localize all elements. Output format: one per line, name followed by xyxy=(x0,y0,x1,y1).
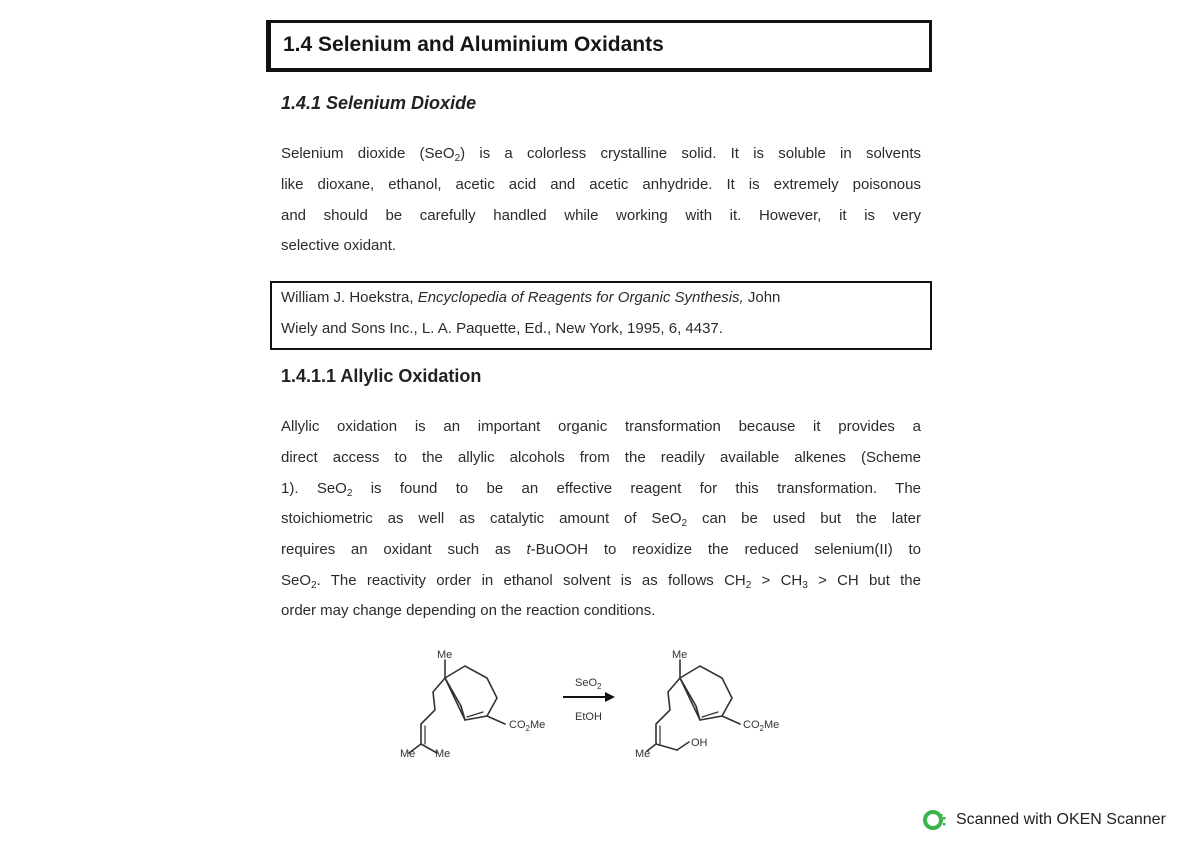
section-title-box xyxy=(266,20,932,72)
reactant-ester: $CO_2Me$ xyxy=(509,719,546,733)
body-line-2: direct access to the allylic alcohols from the readily available alkenes (Scheme xyxy=(281,449,921,466)
product-oh: OH xyxy=(691,737,708,749)
reaction-scheme xyxy=(395,640,815,770)
product-me-top: Me xyxy=(672,649,688,661)
paragraph-line-4: selective oxidant. xyxy=(281,237,397,254)
reference-book-title: Encyclopedia of Reagents for Organic Synthesis, xyxy=(417,289,744,306)
reactant-me-top: Me xyxy=(437,649,453,661)
reference-line-1: William J. Hoekstra, Encyclopedia of Reagents for Organic Synthesis, John xyxy=(281,289,781,306)
reagent-seo2: SeO$_2$ xyxy=(575,677,602,691)
oken-scanner-logo-icon xyxy=(922,808,948,832)
body-line-3: 1). SeO$_2$ is found to be an effective reagent for this transformation. The xyxy=(281,480,922,499)
paragraph-line-1: Selenium dioxide (SeO$_2$) is a colorless crystalline solid. It is soluble in solvents xyxy=(281,145,921,164)
body-line-7: order may change depending on the reaction conditions. xyxy=(281,602,656,619)
reagent-solvent: EtOH xyxy=(575,711,602,723)
reference-box xyxy=(270,281,932,350)
paragraph-line-2: like dioxane, ethanol, acetic acid and acetic anhydride. It is extremely poisonous xyxy=(281,176,921,193)
scanner-watermark-text: Scanned with OKEN Scanner xyxy=(956,811,1166,828)
product-me-left: Me xyxy=(635,748,651,760)
body-line-1: Allylic oxidation is an important organic transformation because it provides a xyxy=(281,418,921,435)
reactant-me-right: Me xyxy=(435,748,451,760)
reactant-me-left: Me xyxy=(400,748,416,760)
paragraph-line-3: and should be carefully handled while working with it. However, it is very xyxy=(281,207,921,224)
body-line-6: SeO$_2$. The reactivity order in ethanol solvent is as follows $CH_2 > CH_3$ > CH but the xyxy=(281,572,921,591)
reactant-structure xyxy=(409,660,505,753)
arrow xyxy=(563,692,615,702)
reference-line-2: Wiely and Sons Inc., L. A. Paquette, Ed., New York, 1995, 6, 4437. xyxy=(281,320,723,337)
subsection-title: 1.4.1 Selenium Dioxide xyxy=(281,93,477,113)
section-title: 1.4 Selenium and Aluminium Oxidants xyxy=(283,33,664,56)
body-line-4: stoichiometric as well as catalytic amount of SeO$_2$ can be used but the later xyxy=(281,510,921,529)
subsubsection-title: 1.4.1.1 Allylic Oxidation xyxy=(281,366,482,386)
body-line-5: requires an oxidant such as t-BuOOH to reoxidize the reduced selenium(II) to xyxy=(281,541,921,558)
product-ester: $CO_2Me$ xyxy=(743,719,780,733)
scanner-watermark xyxy=(922,808,1166,832)
